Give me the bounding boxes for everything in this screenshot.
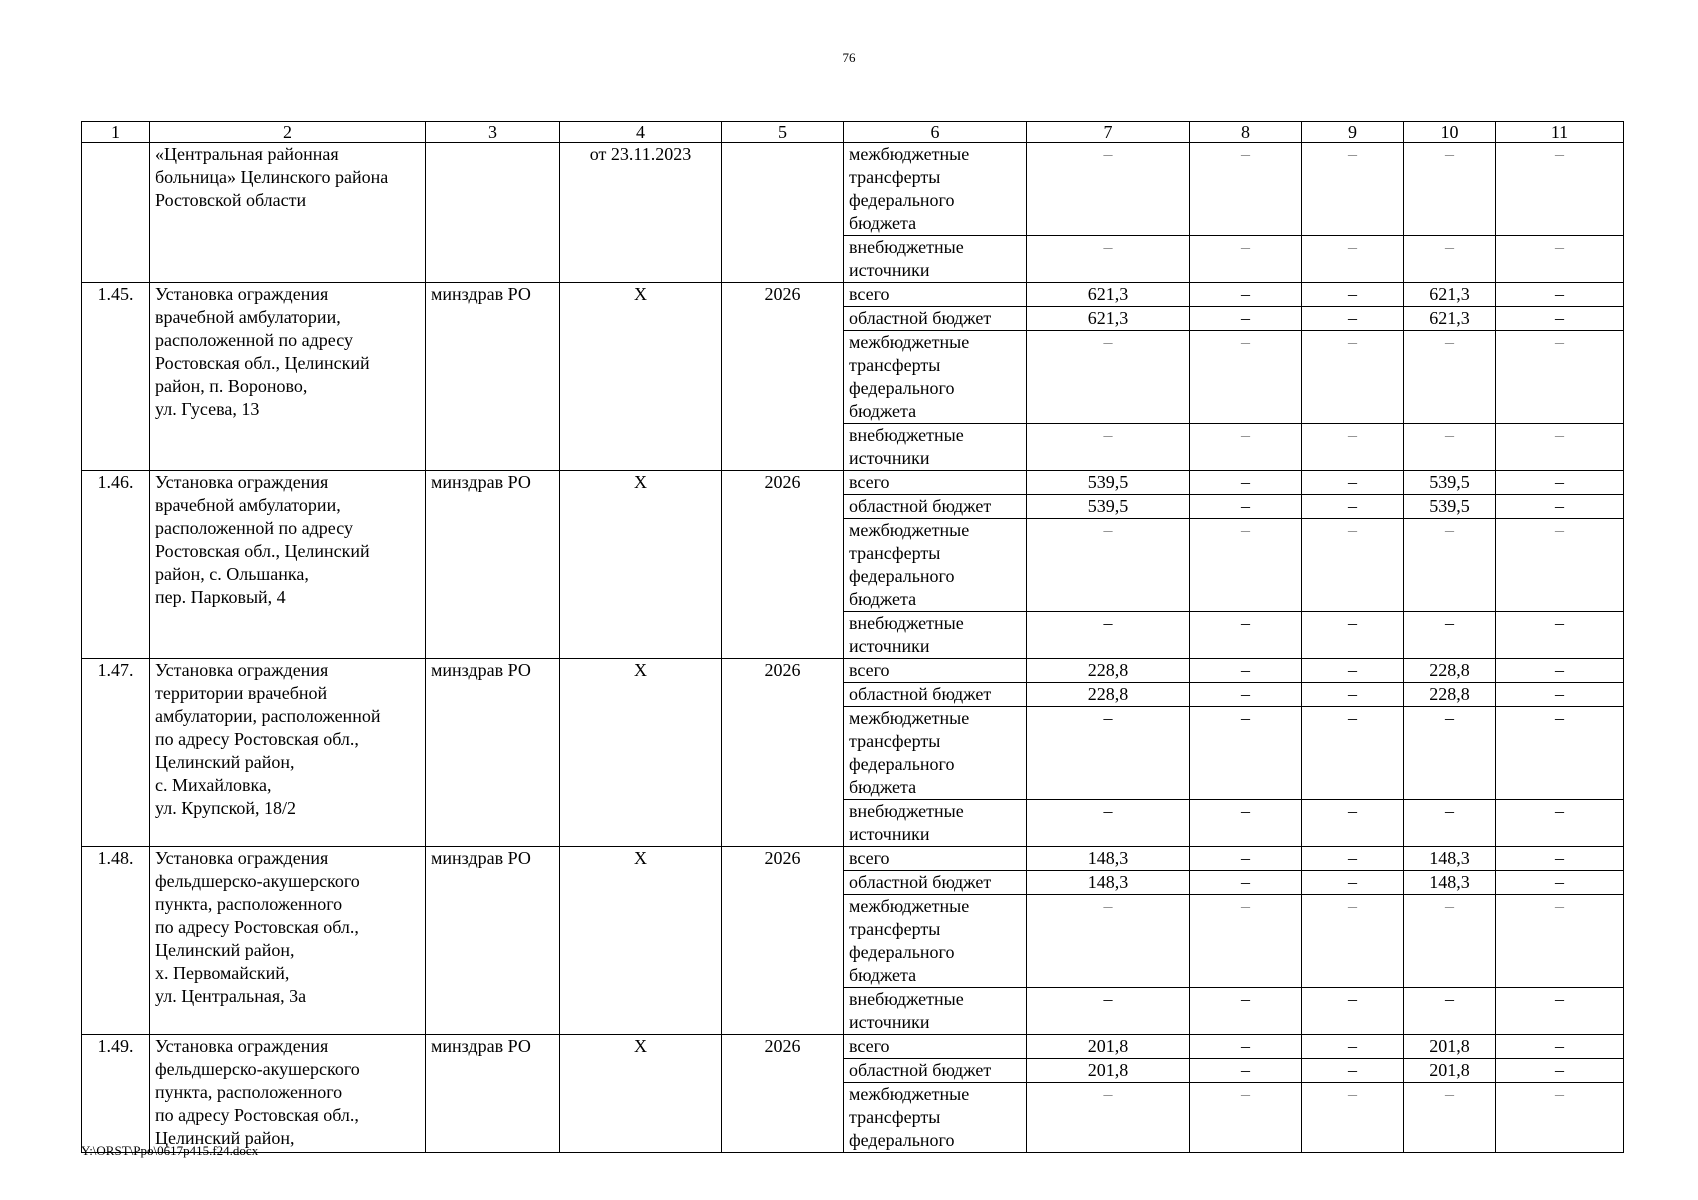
text-line: межбюджетные: [849, 708, 970, 728]
value-cell: 148,3: [1027, 871, 1190, 895]
dash-cell: –: [1496, 471, 1624, 495]
dash-cell: –: [1496, 143, 1624, 236]
item-number-cell: 1.47.: [82, 659, 150, 847]
text-line: внебюджетные: [849, 425, 964, 445]
item-name-cell: [150, 283, 426, 471]
source-cell: областной бюджет: [844, 683, 1027, 707]
text-line: ул. Центральная, 3а: [155, 986, 307, 1006]
dash-cell: –: [1302, 847, 1404, 871]
dash-cell: –: [1190, 143, 1302, 236]
text-line: по адресу Ростовская обл.,: [155, 729, 359, 749]
page-number: 76: [842, 50, 856, 65]
item-number-cell: 1.48.: [82, 847, 150, 1035]
table-row: [82, 283, 1624, 307]
dash-cell: –: [1404, 236, 1496, 283]
source-cell: [844, 1083, 1027, 1153]
text-line: врачебной амбулатории,: [155, 495, 341, 515]
dash-cell: –: [1190, 471, 1302, 495]
column-number: 1: [82, 122, 150, 143]
dash-cell: –: [1496, 1083, 1624, 1153]
dash-cell: –: [1027, 1083, 1190, 1153]
executor-cell: минздрав РО: [426, 471, 560, 659]
text-line: межбюджетные: [849, 520, 970, 540]
dash-cell: –: [1190, 895, 1302, 988]
item-name-cell: [150, 659, 426, 847]
value-cell: 201,8: [1404, 1035, 1496, 1059]
dash-cell: –: [1496, 895, 1624, 988]
column-number: 7: [1027, 122, 1190, 143]
dash-cell: –: [1302, 331, 1404, 424]
dash-cell: –: [1190, 1083, 1302, 1153]
dash-cell: –: [1190, 659, 1302, 683]
text-line: Ростовская обл., Целинский: [155, 541, 370, 561]
dash-cell: –: [1190, 683, 1302, 707]
dash-cell: –: [1302, 683, 1404, 707]
dash-cell: –: [1496, 683, 1624, 707]
text-line: федерального: [849, 1130, 955, 1150]
dash-cell: –: [1302, 283, 1404, 307]
dash-cell: –: [1404, 1083, 1496, 1153]
dash-cell: –: [1027, 612, 1190, 659]
dash-cell: –: [1027, 988, 1190, 1035]
text-line: пункта, расположенного: [155, 1082, 343, 1102]
text-line: Установка ограждения: [155, 472, 329, 492]
executor-cell: [426, 143, 560, 283]
text-line: район, с. Ольшанка,: [155, 564, 309, 584]
dash-cell: –: [1302, 471, 1404, 495]
source-cell: всего: [844, 659, 1027, 683]
dash-cell: –: [1302, 707, 1404, 800]
dash-cell: –: [1027, 895, 1190, 988]
dash-cell: –: [1190, 1059, 1302, 1083]
dash-cell: –: [1302, 800, 1404, 847]
executor-cell: минздрав РО: [426, 659, 560, 847]
item-name-cell: [150, 471, 426, 659]
dash-cell: –: [1496, 331, 1624, 424]
source-cell: [844, 331, 1027, 424]
item-name-cell: [150, 143, 426, 283]
text-line: больница» Целинского района: [155, 167, 389, 187]
text-line: район, п. Вороново,: [155, 376, 308, 396]
column-number: 10: [1404, 122, 1496, 143]
text-line: Установка ограждения: [155, 848, 329, 868]
table-row: [82, 143, 1624, 236]
dash-cell: –: [1404, 612, 1496, 659]
text-line: пер. Парковый, 4: [155, 587, 286, 607]
text-line: врачебной амбулатории,: [155, 307, 341, 327]
text-line: Установка ограждения: [155, 660, 329, 680]
value-cell: 228,8: [1404, 683, 1496, 707]
text-line: «Центральная районная: [155, 144, 339, 164]
dash-cell: –: [1404, 519, 1496, 612]
table-row: [82, 847, 1624, 871]
dash-cell: –: [1190, 847, 1302, 871]
text-line: трансферты: [849, 543, 941, 563]
dash-cell: –: [1302, 1083, 1404, 1153]
dash-cell: –: [1190, 495, 1302, 519]
text-line: бюджета: [849, 777, 917, 797]
executor-cell: минздрав РО: [426, 283, 560, 471]
column-number: 4: [560, 122, 722, 143]
dash-cell: –: [1027, 424, 1190, 471]
dash-cell: –: [1496, 707, 1624, 800]
source-cell: всего: [844, 471, 1027, 495]
text-line: Целинский район,: [155, 752, 295, 772]
column-number: 6: [844, 122, 1027, 143]
source-cell: [844, 800, 1027, 847]
dash-cell: –: [1496, 307, 1624, 331]
source-cell: областной бюджет: [844, 307, 1027, 331]
dash-cell: –: [1496, 495, 1624, 519]
text-line: трансферты: [849, 731, 941, 751]
dash-cell: –: [1027, 707, 1190, 800]
text-line: по адресу Ростовская обл.,: [155, 917, 359, 937]
text-line: пункта, расположенного: [155, 894, 343, 914]
text-line: внебюджетные: [849, 237, 964, 257]
dash-cell: –: [1496, 988, 1624, 1035]
dash-cell: –: [1496, 1035, 1624, 1059]
dash-cell: –: [1190, 800, 1302, 847]
dash-cell: –: [1404, 988, 1496, 1035]
text-line: трансферты: [849, 919, 941, 939]
value-cell: 148,3: [1404, 847, 1496, 871]
dash-cell: –: [1404, 895, 1496, 988]
document-cell: X: [560, 1035, 722, 1153]
text-line: с. Михайловка,: [155, 775, 272, 795]
text-line: межбюджетные: [849, 332, 970, 352]
text-line: Целинский район,: [155, 940, 295, 960]
text-line: федерального: [849, 566, 955, 586]
value-cell: 539,5: [1404, 471, 1496, 495]
text-line: трансферты: [849, 167, 941, 187]
dash-cell: –: [1190, 612, 1302, 659]
text-line: фельдшерско-акушерского: [155, 871, 360, 891]
dash-cell: –: [1302, 1059, 1404, 1083]
source-cell: областной бюджет: [844, 1059, 1027, 1083]
dash-cell: –: [1496, 283, 1624, 307]
text-line: х. Первомайский,: [155, 963, 290, 983]
executor-cell: минздрав РО: [426, 1035, 560, 1153]
document-cell: X: [560, 847, 722, 1035]
value-cell: 201,8: [1404, 1059, 1496, 1083]
source-cell: областной бюджет: [844, 871, 1027, 895]
source-cell: [844, 707, 1027, 800]
text-line: бюджета: [849, 213, 917, 233]
dash-cell: –: [1302, 612, 1404, 659]
dash-cell: –: [1496, 800, 1624, 847]
text-line: межбюджетные: [849, 896, 970, 916]
dash-cell: –: [1496, 519, 1624, 612]
dash-cell: –: [1190, 1035, 1302, 1059]
item-name-cell: [150, 847, 426, 1035]
item-number-cell: 1.45.: [82, 283, 150, 471]
text-line: ул. Крупской, 18/2: [155, 798, 297, 818]
text-line: Целинский район,: [155, 1128, 295, 1148]
value-cell: 621,3: [1027, 283, 1190, 307]
budget-table: [81, 121, 1624, 1153]
text-line: источники: [849, 448, 930, 468]
document-date-cell: от 23.11.2023: [560, 143, 722, 283]
value-cell: 539,5: [1027, 495, 1190, 519]
value-cell: 539,5: [1404, 495, 1496, 519]
dash-cell: –: [1027, 519, 1190, 612]
dash-cell: –: [1190, 707, 1302, 800]
text-line: внебюджетные: [849, 989, 964, 1009]
dash-cell: –: [1496, 847, 1624, 871]
dash-cell: –: [1302, 236, 1404, 283]
year-cell: 2026: [722, 659, 844, 847]
source-cell: [844, 236, 1027, 283]
dash-cell: –: [1302, 307, 1404, 331]
item-name-cell: [150, 1035, 426, 1153]
source-cell: всего: [844, 283, 1027, 307]
text-line: по адресу Ростовская обл.,: [155, 1105, 359, 1125]
value-cell: 228,8: [1027, 683, 1190, 707]
dash-cell: –: [1190, 871, 1302, 895]
source-cell: [844, 612, 1027, 659]
value-cell: 148,3: [1027, 847, 1190, 871]
dash-cell: –: [1496, 236, 1624, 283]
year-cell: 2026: [722, 471, 844, 659]
value-cell: 201,8: [1027, 1035, 1190, 1059]
dash-cell: –: [1027, 236, 1190, 283]
text-line: расположенной по адресу: [155, 330, 353, 350]
header-row: [82, 122, 1624, 143]
text-line: источники: [849, 636, 930, 656]
dash-cell: –: [1302, 1035, 1404, 1059]
dash-cell: –: [1404, 331, 1496, 424]
text-line: федерального: [849, 378, 955, 398]
dash-cell: –: [1027, 800, 1190, 847]
dash-cell: –: [1027, 143, 1190, 236]
table-row: [82, 1035, 1624, 1059]
document-cell: X: [560, 659, 722, 847]
text-line: источники: [849, 260, 930, 280]
column-number: 9: [1302, 122, 1404, 143]
dash-cell: –: [1027, 331, 1190, 424]
text-line: бюджета: [849, 965, 917, 985]
text-line: межбюджетные: [849, 144, 970, 164]
value-cell: 621,3: [1027, 307, 1190, 331]
source-cell: [844, 988, 1027, 1035]
text-line: внебюджетные: [849, 801, 964, 821]
dash-cell: –: [1190, 236, 1302, 283]
dash-cell: –: [1190, 519, 1302, 612]
dash-cell: –: [1496, 871, 1624, 895]
dash-cell: –: [1190, 283, 1302, 307]
source-cell: [844, 519, 1027, 612]
column-number: 2: [150, 122, 426, 143]
footer-file-path: Y:\ORST\Ppo\0617p415.f24.docx: [81, 1143, 259, 1158]
text-line: федерального: [849, 190, 955, 210]
column-number: 11: [1496, 122, 1624, 143]
year-cell: 2026: [722, 847, 844, 1035]
year-cell: 2026: [722, 283, 844, 471]
source-cell: областной бюджет: [844, 495, 1027, 519]
text-line: источники: [849, 824, 930, 844]
source-cell: всего: [844, 1035, 1027, 1059]
text-line: амбулатории, расположенной: [155, 706, 381, 726]
dash-cell: –: [1404, 707, 1496, 800]
item-number-cell: 1.49.: [82, 1035, 150, 1153]
text-line: внебюджетные: [849, 613, 964, 633]
value-cell: 539,5: [1027, 471, 1190, 495]
value-cell: 148,3: [1404, 871, 1496, 895]
text-line: федерального: [849, 754, 955, 774]
table-row: [82, 471, 1624, 495]
text-line: Ростовской области: [155, 190, 307, 210]
document-cell: X: [560, 471, 722, 659]
dash-cell: –: [1496, 612, 1624, 659]
text-line: Установка ограждения: [155, 1036, 329, 1056]
text-line: трансферты: [849, 1107, 941, 1127]
text-line: бюджета: [849, 589, 917, 609]
column-number: 5: [722, 122, 844, 143]
dash-cell: –: [1302, 895, 1404, 988]
column-number: 3: [426, 122, 560, 143]
column-number: 8: [1190, 122, 1302, 143]
dash-cell: –: [1496, 1059, 1624, 1083]
item-number-cell: 1.46.: [82, 471, 150, 659]
value-cell: 621,3: [1404, 283, 1496, 307]
dash-cell: –: [1404, 143, 1496, 236]
source-cell: [844, 895, 1027, 988]
source-cell: [844, 143, 1027, 236]
text-line: Установка ограждения: [155, 284, 329, 304]
dash-cell: –: [1302, 988, 1404, 1035]
text-line: трансферты: [849, 355, 941, 375]
year-cell: 2026: [722, 1035, 844, 1153]
dash-cell: –: [1496, 659, 1624, 683]
value-cell: 228,8: [1027, 659, 1190, 683]
dash-cell: –: [1190, 331, 1302, 424]
dash-cell: –: [1190, 307, 1302, 331]
text-line: расположенной по адресу: [155, 518, 353, 538]
dash-cell: –: [1302, 143, 1404, 236]
table-row: [82, 659, 1624, 683]
dash-cell: –: [1496, 424, 1624, 471]
dash-cell: –: [1190, 988, 1302, 1035]
dash-cell: –: [1302, 495, 1404, 519]
text-line: источники: [849, 1012, 930, 1032]
dash-cell: –: [1404, 800, 1496, 847]
value-cell: 201,8: [1027, 1059, 1190, 1083]
dash-cell: –: [1302, 659, 1404, 683]
document-cell: X: [560, 283, 722, 471]
source-cell: [844, 424, 1027, 471]
text-line: Ростовская обл., Целинский: [155, 353, 370, 373]
text-line: межбюджетные: [849, 1084, 970, 1104]
text-line: ул. Гусева, 13: [155, 399, 260, 419]
text-line: бюджета: [849, 401, 917, 421]
item-number-cell: [82, 143, 150, 283]
dash-cell: –: [1302, 424, 1404, 471]
text-line: федерального: [849, 942, 955, 962]
dash-cell: –: [1404, 424, 1496, 471]
dash-cell: –: [1190, 424, 1302, 471]
text-line: территории врачебной: [155, 683, 328, 703]
dash-cell: –: [1302, 519, 1404, 612]
year-cell: [722, 143, 844, 283]
source-cell: всего: [844, 847, 1027, 871]
executor-cell: минздрав РО: [426, 847, 560, 1035]
text-line: фельдшерско-акушерского: [155, 1059, 360, 1079]
value-cell: 228,8: [1404, 659, 1496, 683]
dash-cell: –: [1302, 871, 1404, 895]
value-cell: 621,3: [1404, 307, 1496, 331]
